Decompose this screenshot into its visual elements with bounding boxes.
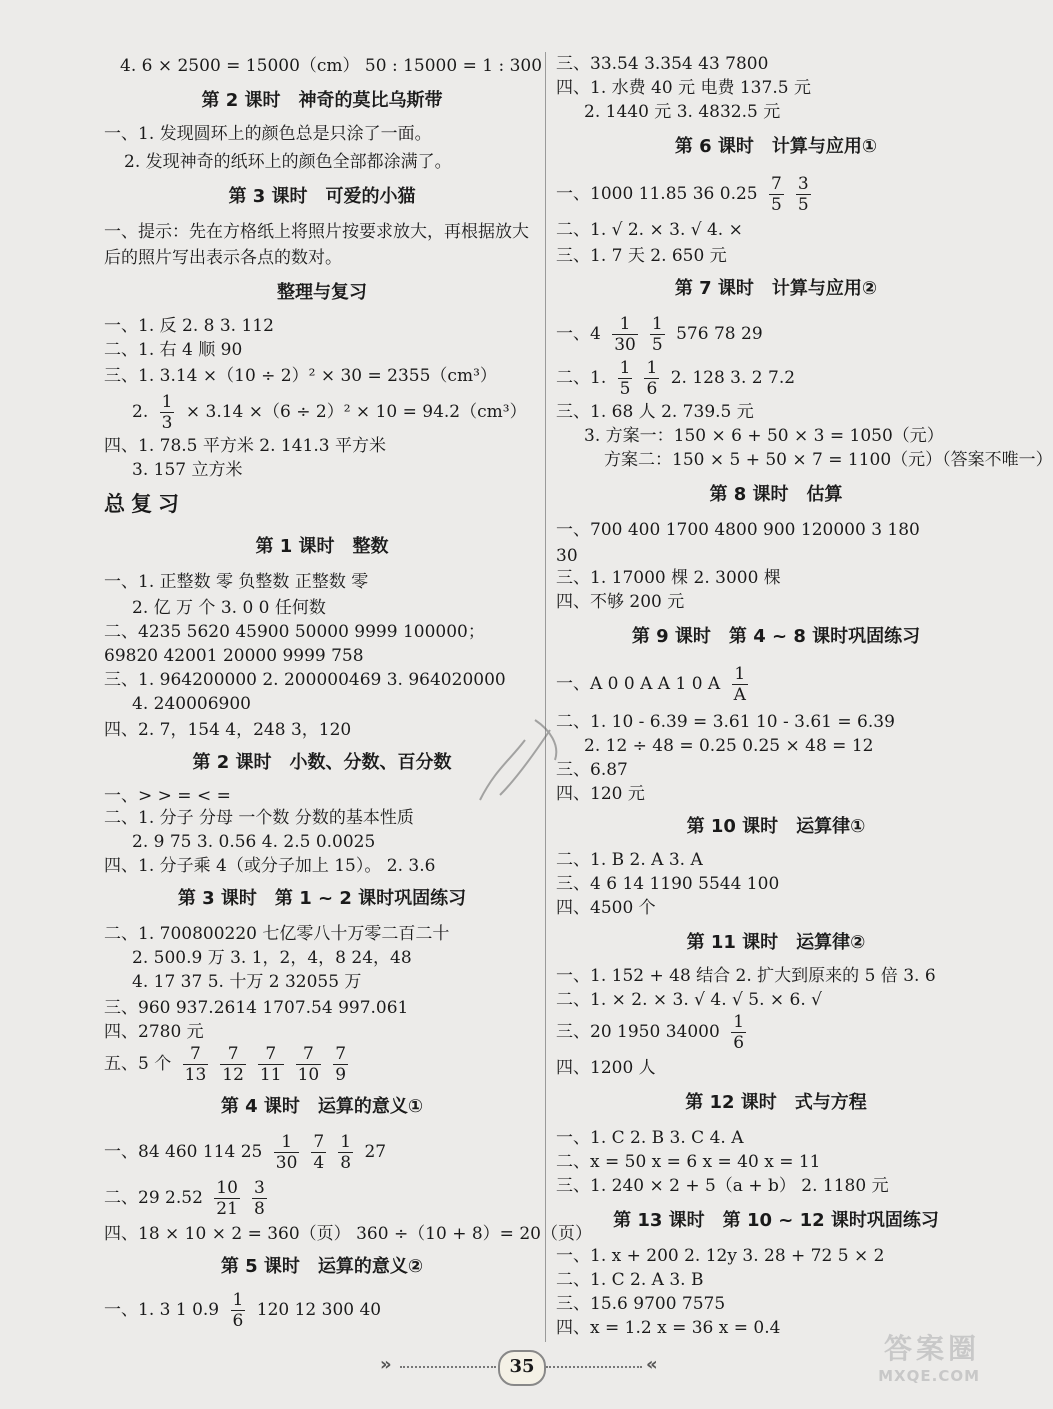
- answer-line: 三、33.54 3.354 43 7800: [556, 54, 769, 74]
- item-value: 120 12 300 40: [256, 1300, 382, 1320]
- fraction-numerator: 1: [651, 314, 663, 334]
- fraction-denominator: 5: [619, 379, 631, 399]
- fraction-numerator: 7: [296, 1044, 322, 1065]
- lesson-number: 第 5 课时: [220, 1256, 300, 1277]
- chevron-left-icon: «: [646, 1354, 658, 1375]
- answer-line: 三、1. 3.14 ×（10 ÷ 2）² × 30 = 2355（cm³）: [104, 366, 497, 386]
- answer-line: 二、1. B 2. A 3. A: [556, 850, 703, 870]
- lesson-number: 第 8 课时: [709, 484, 789, 505]
- item-value: 576 78 29: [676, 324, 763, 344]
- lesson-number: 第 3 课时: [228, 186, 308, 207]
- answer-line: 四、不够 200 元: [556, 592, 685, 612]
- lesson-title: 第 4 ~ 8 课时巩固练习: [728, 626, 921, 647]
- answer-line: 二、4235 5620 45900 50000 9999 100000；: [104, 622, 485, 642]
- item-label: 一、84 460 114 25: [104, 1142, 263, 1162]
- lesson-heading: [556, 482, 996, 508]
- lesson-heading: [556, 814, 996, 840]
- page-number: 35: [498, 1350, 546, 1386]
- fraction-denominator: 8: [253, 1199, 265, 1219]
- answer-line: 四、1. 水费 40 元 电费 137.5 元: [556, 78, 811, 98]
- lesson-heading: [556, 624, 996, 650]
- lesson-number: 第 4 课时: [220, 1096, 300, 1117]
- lesson-title: 整数: [352, 536, 389, 557]
- answer-line: 后的照片写出表示各点的数对。: [104, 248, 342, 268]
- fraction: [258, 1044, 284, 1085]
- lesson-number: 第 2 课时: [201, 90, 281, 111]
- item-label: 一、4: [556, 324, 601, 344]
- lesson-title: 小数、分数、百分数: [289, 752, 452, 773]
- answer-line: 2. 1440 元 3. 4832.5 元: [584, 102, 781, 122]
- fraction-numerator: 7: [771, 174, 782, 194]
- fraction: [650, 314, 665, 355]
- fraction-numerator: 1: [274, 1132, 300, 1153]
- lesson-heading: [104, 184, 540, 210]
- answer-line: 二、1. 700800220 七亿零八十万零二百二十: [104, 924, 450, 944]
- answer-line: 二、1. × 2. × 3. √ 4. √ 5. × 6. √: [556, 990, 822, 1010]
- answer-line: 30: [556, 546, 578, 566]
- answer-line: 3. 157 立方米: [132, 460, 243, 480]
- lesson-heading: [556, 1090, 996, 1116]
- fraction-denominator: 21: [216, 1199, 238, 1219]
- review-heading: 整理与复习: [277, 282, 367, 303]
- fraction-denominator: 5: [771, 195, 782, 215]
- lesson-heading: [104, 1094, 540, 1120]
- answer-line: 四、x = 1.2 x = 36 x = 0.4: [556, 1318, 781, 1338]
- fraction: [274, 1132, 300, 1173]
- fraction-denominator: 30: [614, 335, 636, 355]
- answer-line: 三、4 6 14 1190 5544 100: [556, 874, 780, 894]
- fraction-denominator: 5: [651, 335, 663, 355]
- item-label: 五、5 个: [104, 1054, 172, 1074]
- fraction-denominator: 4: [313, 1153, 325, 1173]
- fraction-numerator: 7: [335, 1044, 347, 1064]
- answer-line: 一、> > = < =: [104, 786, 231, 806]
- fraction: $\frac{1}{A}$: [733, 664, 746, 705]
- answer-line: 2. 发现神奇的纸环上的颜色全部都涂满了。: [124, 152, 452, 172]
- fraction-denominator: 30: [275, 1153, 298, 1173]
- fraction-numerator: 1: [340, 1132, 352, 1152]
- fraction: [220, 1044, 246, 1085]
- item-label: 一、1. 3 1 0.9: [104, 1300, 220, 1320]
- fraction: [612, 314, 638, 355]
- answer-line: [556, 664, 754, 705]
- answer-line: 三、6.87: [556, 760, 628, 780]
- fraction: [183, 1044, 209, 1085]
- lesson-number: 第 6 课时: [674, 136, 754, 157]
- fraction: [769, 174, 784, 215]
- lesson-title: 式与方程: [794, 1092, 867, 1113]
- answer-line: [104, 1132, 386, 1173]
- watermark-url: MXQE.COM: [878, 1367, 980, 1385]
- lesson-heading: [104, 886, 540, 912]
- footer-dots: [400, 1366, 496, 1368]
- lesson-number: 第 11 课时: [686, 932, 779, 953]
- lesson-title: 计算与应用②: [771, 278, 878, 299]
- handwriting-mark: [440, 700, 580, 820]
- lesson-title: 第 1 ~ 2 课时巩固练习: [274, 888, 467, 909]
- lesson-number: 第 7 课时: [674, 278, 754, 299]
- lesson-number: 第 12 课时: [685, 1092, 777, 1113]
- fraction-numerator: 1: [619, 358, 631, 378]
- lesson-number: 第 9 课时: [631, 626, 711, 647]
- page-footer: [380, 1350, 660, 1384]
- fraction-denominator: 6: [646, 379, 658, 399]
- answer-line: 二、1. 右 4 顺 90: [104, 340, 243, 360]
- lesson-heading: [556, 930, 996, 956]
- answer-line: 一、700 400 1700 4800 900 120000 3 180: [556, 520, 920, 540]
- lesson-title: 第 10 ~ 12 课时巩固练习: [722, 1210, 939, 1231]
- answer-line: 四、2. 7，154 4，248 3，120: [104, 720, 352, 740]
- lesson-heading: [556, 134, 996, 160]
- fraction-group: [763, 174, 817, 215]
- answer-line: 二、1. C 2. A 3. B: [556, 1270, 704, 1290]
- fraction-numerator: 1: [612, 314, 638, 335]
- answer-line: 2. 亿 万 个 3. 0 0 任何数: [132, 598, 326, 618]
- fraction-denominator: 11: [259, 1065, 282, 1085]
- lesson-title: 运算律①: [796, 816, 866, 837]
- answer-line: 三、1. 7 天 2. 650 元: [556, 246, 727, 266]
- fraction-denominator: 13: [184, 1065, 207, 1085]
- answer-line: 四、1. 分子乘 4（或分子加上 15）。 2. 3.6: [104, 856, 436, 876]
- answer-line: 一、1. C 2. B 3. C 4. A: [556, 1128, 744, 1148]
- answer-line: [556, 314, 763, 355]
- answer-line: 一、1. 发现圆环上的颜色总是只涂了一面。: [104, 124, 432, 144]
- fraction-group: [268, 1132, 359, 1173]
- lesson-title: 计算与应用①: [771, 136, 878, 157]
- answer-line: 四、1200 人: [556, 1058, 656, 1078]
- lesson-number: 第 10 课时: [686, 816, 779, 837]
- answer-line: 三、1. 68 人 2. 739.5 元: [556, 402, 754, 422]
- fraction: [796, 174, 811, 215]
- item-value: 27: [364, 1142, 387, 1162]
- fraction-group: [208, 1178, 272, 1219]
- answer-line: 三、960 937.2614 1707.54 997.061: [104, 998, 409, 1018]
- item-label: 二、29 2.52: [104, 1188, 203, 1208]
- fraction-numerator: 3: [797, 174, 809, 194]
- answer-line: [132, 392, 527, 433]
- answer-line: 二、x = 50 x = 6 x = 40 x = 11: [556, 1152, 821, 1172]
- lesson-title: 运算律②: [796, 932, 866, 953]
- fraction: $\frac{1}{6}$: [232, 1290, 244, 1331]
- fraction: [644, 358, 659, 399]
- answer-line: [104, 1178, 273, 1219]
- answer-line: 4. 240006900: [132, 694, 251, 714]
- lesson-title: 运算的意义①: [317, 1096, 424, 1117]
- fraction-numerator: 1: [646, 358, 658, 378]
- fraction-denominator: 9: [335, 1065, 347, 1085]
- answer-line: 四、120 元: [556, 784, 645, 804]
- answer-line: [104, 1044, 354, 1085]
- item-label: 二、1.: [556, 368, 607, 388]
- fraction-numerator: 3: [253, 1178, 265, 1198]
- answer-line: 4. 17 37 5. 十万 2 32055 万: [132, 972, 362, 992]
- fraction: [214, 1178, 240, 1219]
- fraction: [296, 1044, 322, 1085]
- lesson-title: 神奇的莫比乌斯带: [298, 90, 443, 111]
- item-value: 2. 128 3. 2 7.2: [670, 368, 796, 388]
- answer-line: 二、1. 10 - 6.39 = 3.61 10 - 3.61 = 6.39: [556, 712, 895, 732]
- fraction-numerator: 7: [220, 1044, 246, 1065]
- expression: × 3.14 ×（6 ÷ 2）² × 10 = 94.2（cm³）: [185, 402, 527, 422]
- fraction-denominator: 8: [340, 1153, 352, 1173]
- fraction: [252, 1178, 267, 1219]
- answer-line: 2. 9 75 3. 0.56 4. 2.5 0.0025: [132, 832, 376, 852]
- fraction: [311, 1132, 326, 1173]
- footer-dots: [546, 1366, 642, 1368]
- answer-line: 一、1. 正整数 零 负整数 正整数 零: [104, 572, 369, 592]
- answer-line: [104, 1290, 381, 1331]
- answer-line: 四、18 × 10 × 2 = 360（页） 360 ÷（10 + 8）= 20（页）: [104, 1224, 592, 1244]
- watermark-text: 答案圈: [883, 1332, 980, 1365]
- fraction-numerator: 7: [258, 1044, 284, 1065]
- watermark-logo: [830, 1327, 980, 1391]
- answer-line: 69820 42001 20000 9999 758: [104, 646, 364, 666]
- chevron-right-icon: »: [380, 1354, 392, 1375]
- lesson-heading: [556, 1208, 996, 1234]
- answer-line: 三、1. 964200000 2. 200000469 3. 964020000: [104, 670, 506, 690]
- lesson-heading: [556, 276, 996, 302]
- fraction: $\frac{1}{6}$: [733, 1012, 745, 1053]
- answer-line: 三、1. 17000 棵 2. 3000 棵: [556, 568, 781, 588]
- fraction: [333, 1044, 348, 1085]
- fraction-group: [177, 1044, 354, 1085]
- lesson-heading: [104, 534, 540, 560]
- item-number: 2.: [132, 402, 149, 422]
- answer-line: 3. 方案一：150 × 6 + 50 × 3 = 1050（元）: [584, 426, 944, 446]
- answer-line: 四、1. 78.5 平方米 2. 141.3 平方米: [104, 436, 386, 456]
- lesson-number: 第 13 课时: [613, 1210, 705, 1231]
- answer-line: [556, 174, 817, 215]
- fraction-numerator: 10: [216, 1178, 238, 1198]
- lesson-number: 第 1 课时: [255, 536, 335, 557]
- answer-line: 方案二：150 × 5 + 50 × 7 = 1100（元）（答案不唯一）: [604, 450, 1053, 470]
- answer-line: 一、1. 反 2. 8 3. 112: [104, 316, 274, 336]
- answer-line: [556, 1012, 752, 1053]
- fraction-denominator: 12: [222, 1065, 244, 1085]
- lesson-number: 第 3 课时: [177, 888, 257, 909]
- answer-line: [556, 358, 795, 399]
- fraction-group: [612, 358, 666, 399]
- answer-line: 2. 500.9 万 3. 1，2，4，8 24，48: [132, 948, 412, 968]
- fraction: [338, 1132, 353, 1173]
- lesson-number: 第 2 课时: [192, 752, 272, 773]
- lesson-title: 运算的意义②: [317, 1256, 424, 1277]
- answer-line: 一、1. x + 200 2. 12y 3. 28 + 72 5 × 2: [556, 1246, 885, 1266]
- item-label: 一、1000 11.85 36 0.25: [556, 184, 758, 204]
- fraction: [618, 358, 633, 399]
- answer-line: 四、2780 元: [104, 1022, 204, 1042]
- answer-line: 二、1. 分子 分母 一个数 分数的基本性质: [104, 808, 414, 828]
- lesson-heading: [104, 88, 540, 114]
- item-label: 一、A 0 0 A A 1 0 A: [556, 674, 721, 694]
- column-divider: [545, 52, 546, 1342]
- fraction-group: [606, 314, 670, 355]
- fraction-denominator: 10: [297, 1065, 320, 1085]
- fraction-denominator: 5: [797, 195, 809, 215]
- fraction: $\frac{1}{3}$: [161, 392, 173, 433]
- lesson-title: 可爱的小猫: [325, 186, 416, 207]
- answer-line: 四、4500 个: [556, 898, 656, 918]
- answer-line: 一、1. 152 + 48 结合 2. 扩大到原来的 5 倍 3. 6: [556, 966, 936, 986]
- answer-line: 一、提示：先在方格纸上将照片按要求放大，再根据放大: [104, 222, 529, 242]
- fraction-numerator: 7: [313, 1132, 325, 1152]
- answer-line: 4. 6 × 2500 = 15000（cm） 50 : 15000 = 1 : 300: [120, 56, 543, 76]
- answer-line: 三、1. 240 × 2 + 5（a + b） 2. 1180 元: [556, 1176, 889, 1196]
- fraction-numerator: 7: [183, 1044, 209, 1065]
- answer-line: 2. 12 ÷ 48 = 0.25 0.25 × 48 = 12: [584, 736, 874, 756]
- part-title: 总复习: [104, 492, 185, 516]
- item-label: 三、20 1950 34000: [556, 1022, 720, 1042]
- answer-line: 三、15.6 9700 7575: [556, 1294, 726, 1314]
- lesson-title: 估算: [806, 484, 843, 505]
- lesson-heading: [104, 1254, 540, 1280]
- answer-line: 二、1. √ 2. × 3. √ 4. ×: [556, 220, 743, 240]
